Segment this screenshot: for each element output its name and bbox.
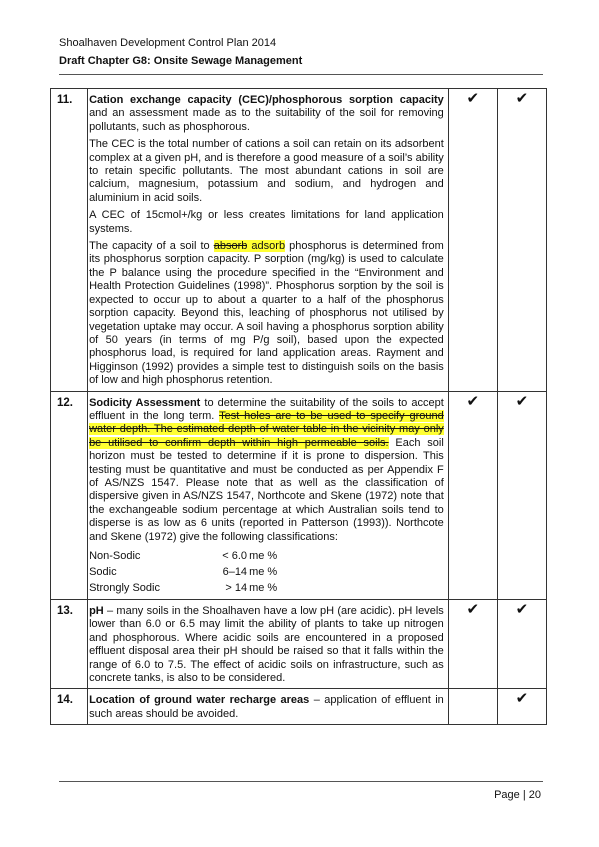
row-number: 13.	[51, 600, 88, 689]
chapter-title: Draft Chapter G8: Onsite Sewage Management	[59, 55, 303, 67]
row-body: Each soil horizon must be tested to determine if it is prone to dispersion. This testing must be quantitative and must be conducted as per Appendix F of AS/NZS 1547. Please note that as well as the classification of dispersive given in AS/NZS 1547, Northcote and Skene (1972) note that the exchangeable sodium percentage at which Australian soils tend to disperse is as low as 6 units (reported in Patterson (1993)). Northcote and Skene (1972) give the following classifications:	[89, 436, 444, 543]
check-mark-icon: ✔	[497, 689, 546, 725]
row-text	[88, 391, 449, 599]
row-text	[88, 89, 449, 392]
inserted-word: adsorb	[251, 240, 286, 253]
paragraph	[89, 240, 444, 387]
paragraph: A CEC of 15cmol+/kg or less creates limitations for land application systems.	[89, 209, 444, 235]
classification-table	[89, 548, 277, 596]
class-label: Strongly Sodic	[89, 582, 160, 594]
row-text	[88, 600, 449, 689]
table-row	[51, 689, 547, 725]
row-number: 11.	[51, 89, 88, 392]
row-body: – many soils in the Shoalhaven have a low pH (are acidic). pH levels lower than 6.0 or 6.5 may limit the ability of plants to take up nitrogen and phosphorous. Where acidic soils are encountered in a proposed effluent disposal area their pH should be raised so that it falls within the range of 6.0 to 7.5. The effect of acidic soils on infrastructure, such as concrete tanks, is also to be considered.	[89, 605, 444, 685]
class-unit: me %	[249, 566, 278, 578]
requirements-table	[50, 88, 547, 725]
row-title: Sodicity Assessment	[89, 396, 201, 409]
deleted-word: absorb	[213, 240, 248, 253]
check-mark-icon: ✔	[448, 89, 497, 392]
class-value: > 14	[225, 582, 248, 594]
table-row	[51, 89, 547, 392]
table-row	[51, 600, 547, 689]
check-mark-icon: ✔	[448, 600, 497, 689]
check-mark-icon: ✔	[497, 391, 546, 599]
row-intro: and an assessment made as to the suitability of the soil for removing pollutants, such as phosphorous.	[89, 107, 444, 133]
deleted-text: Test holes are to be used to specify ground water depth. The estimated depth of water table in the vicinity may only be utilised to confirm depth within high permeable soils.	[89, 409, 444, 449]
check-mark-icon: ✔	[448, 391, 497, 599]
class-label: Sodic	[89, 566, 117, 578]
row-number: 14.	[51, 689, 88, 725]
classification-row	[89, 548, 277, 564]
footer-rule	[59, 781, 543, 782]
paragraph-text: The capacity of a soil to	[89, 240, 214, 253]
class-unit: me %	[249, 582, 278, 594]
row-number: 12.	[51, 391, 88, 599]
empty-cell	[448, 689, 497, 725]
classification-row	[89, 580, 277, 596]
row-intro: to determine the suitability of the soils to accept effluent in the long term.	[89, 396, 444, 422]
paragraph: The CEC is the total number of cations a soil can retain on its adsorbent complex at a given pH, and is therefore a good measure of a soil’s ability to retain specific pollutants. The most abundant cations in soil are calcium, magnesium, potassium and sodium, and hydrogen and aluminium in acid soils.	[89, 138, 444, 204]
row-title: Location of ground water recharge areas	[89, 694, 310, 707]
classification-row	[89, 564, 277, 580]
row-title: pH	[89, 605, 104, 617]
class-unit: me %	[249, 550, 278, 562]
class-value: 6–14	[222, 566, 248, 578]
document-title: Shoalhaven Development Control Plan 2014	[59, 37, 277, 49]
paragraph-text: phosphorus is determined from its phosphorus sorption capacity. P sorption (mg/kg) is used to calculate the P balance using the procedure specified in the “Environment and Health Protection Guidelines (1998)”. Phosphorus sorption by the soil is expected to occur up to about a quarter to a half of the phosphorus sorption capacity. Beyond this, leaching of phosphorus not utilised by vegetation uptake may occur. A soil having a phosphorus sorption ability of 50 years (in terms of mg P/g soil), based upon the expected phosphorus load, is required for land application areas. Rayment and Higginson (1992) provides a simple test to distinguish soils on the basis of low and high phosphorus retention.	[89, 240, 444, 387]
class-label: Non-Sodic	[89, 550, 141, 562]
row-title: Cation exchange capacity (CEC)/phosphorous sorption capacity	[89, 94, 444, 106]
row-text	[88, 689, 449, 725]
table-row	[51, 391, 547, 599]
check-mark-icon: ✔	[497, 600, 546, 689]
page-number: Page | 20	[494, 789, 541, 801]
row-body: – application of effluent in such areas should be avoided.	[89, 694, 444, 720]
header-rule	[59, 74, 543, 75]
class-value: < 6.0	[222, 550, 248, 562]
check-mark-icon: ✔	[497, 89, 546, 392]
